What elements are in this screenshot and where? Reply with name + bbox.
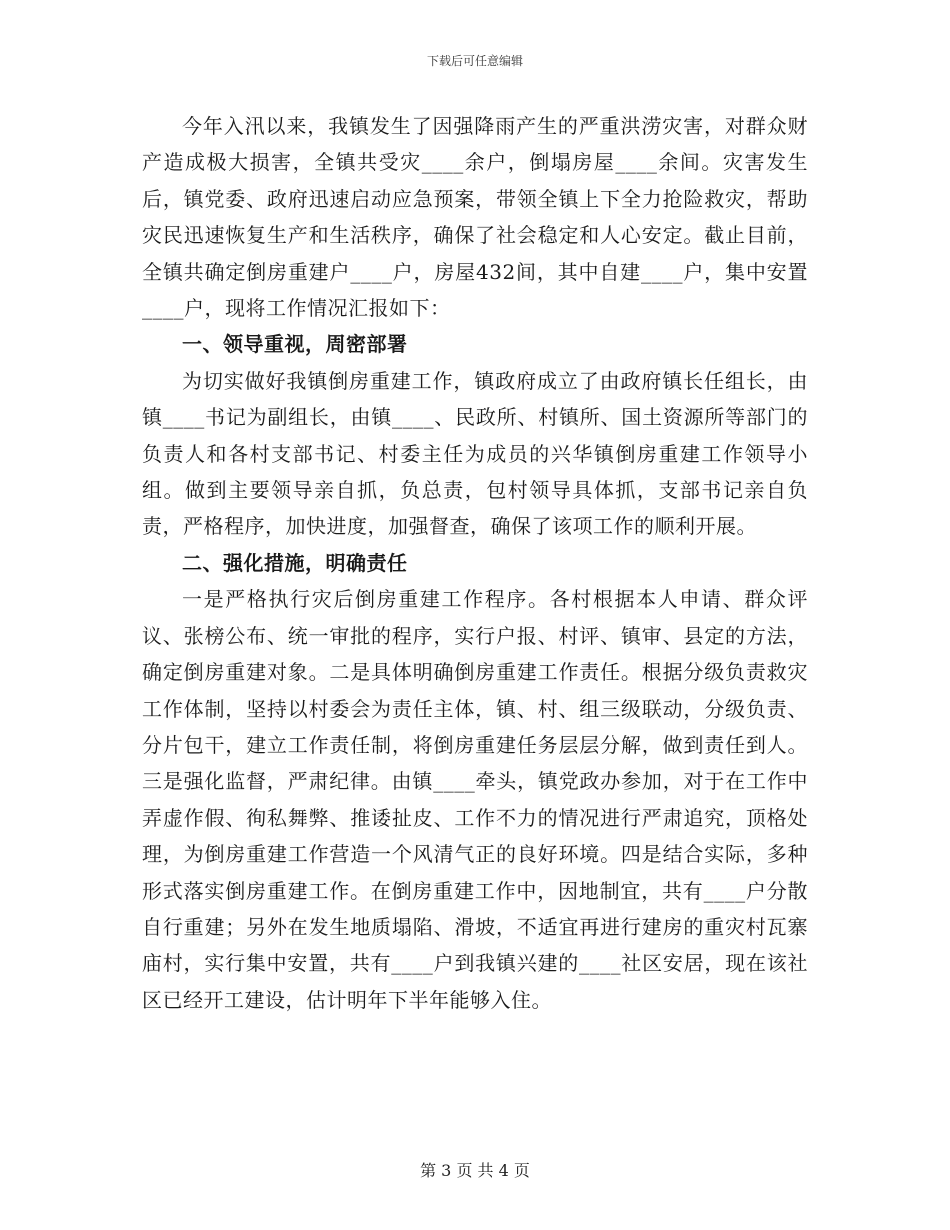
section-1-paragraph: 为切实做好我镇倒房重建工作，镇政府成立了由政府镇长任组长，由镇____书记为副组长，由镇____、民政所、村镇所、国土资源所等部门的负责人和各村支部书记、村委主任为成员的兴华镇倒房重建工作领导小组。做到主要领导亲自抓，负总责，包村领导具体抓，支部书记亲自负责，严格程序，加快进度，加强督查，确保了该项工作的顺利开展。 — [142, 368, 808, 539]
document-body — [142, 108, 808, 1018]
section-2-paragraph: 一是严格执行灾后倒房重建工作程序。各村根据本人申请、群众评议、张榜公布、统一审批的程序，实行户报、村评、镇审、县定的方法，确定倒房重建对象。二是具体明确倒房重建工作责任。根据分级负责救灾工作体制，坚持以村委会为责任主体，镇、村、组三级联动，分级负责、分片包干，建立工作责任制，将倒房重建任务层层分解，做到责任到人。三是强化监督，严肃纪律。由镇____牵头，镇党政办参加，对于在工作中弄虚作假、徇私舞弊、推诿扯皮、工作不力的情况进行严肃追究，顶格处理，为倒房重建工作营造一个风清气正的良好环境。四是结合实际，多种形式落实倒房重建工作。在倒房重建工作中，因地制宜，共有____户分散自行重建；另外在发生地质塌陷、滑坡，不适宜再进行建房的重灾村瓦寨庙村，实行集中安置，共有____户到我镇兴建的____社区安居，现在该社区已经开工建设，估计明年下半年能够入住。 — [142, 587, 808, 1012]
page-number: 第 3 页 共 4 页 — [420, 1161, 530, 1180]
section-heading-2: 二、强化措施，明确责任 — [182, 550, 408, 575]
section-heading-1: 一、领导重视，周密部署 — [182, 332, 408, 357]
intro-paragraph: 今年入汛以来，我镇发生了因强降雨产生的严重洪涝灾害，对群众财产造成极大损害，全镇共受灾____余户，倒塌房屋____余间。灾害发生后，镇党委、政府迅速启动应急预案，带领全镇上下全力抢险救灾，帮助灾民迅速恢复生产和生活秩序，确保了社会稳定和人心安定。截止目前，全镇共确定倒房重建户____户，房屋432间，其中自建____户，集中安置____户，现将工作情况汇报如下： — [142, 114, 808, 321]
page-header-note: 下载后可任意编辑 — [426, 54, 523, 68]
